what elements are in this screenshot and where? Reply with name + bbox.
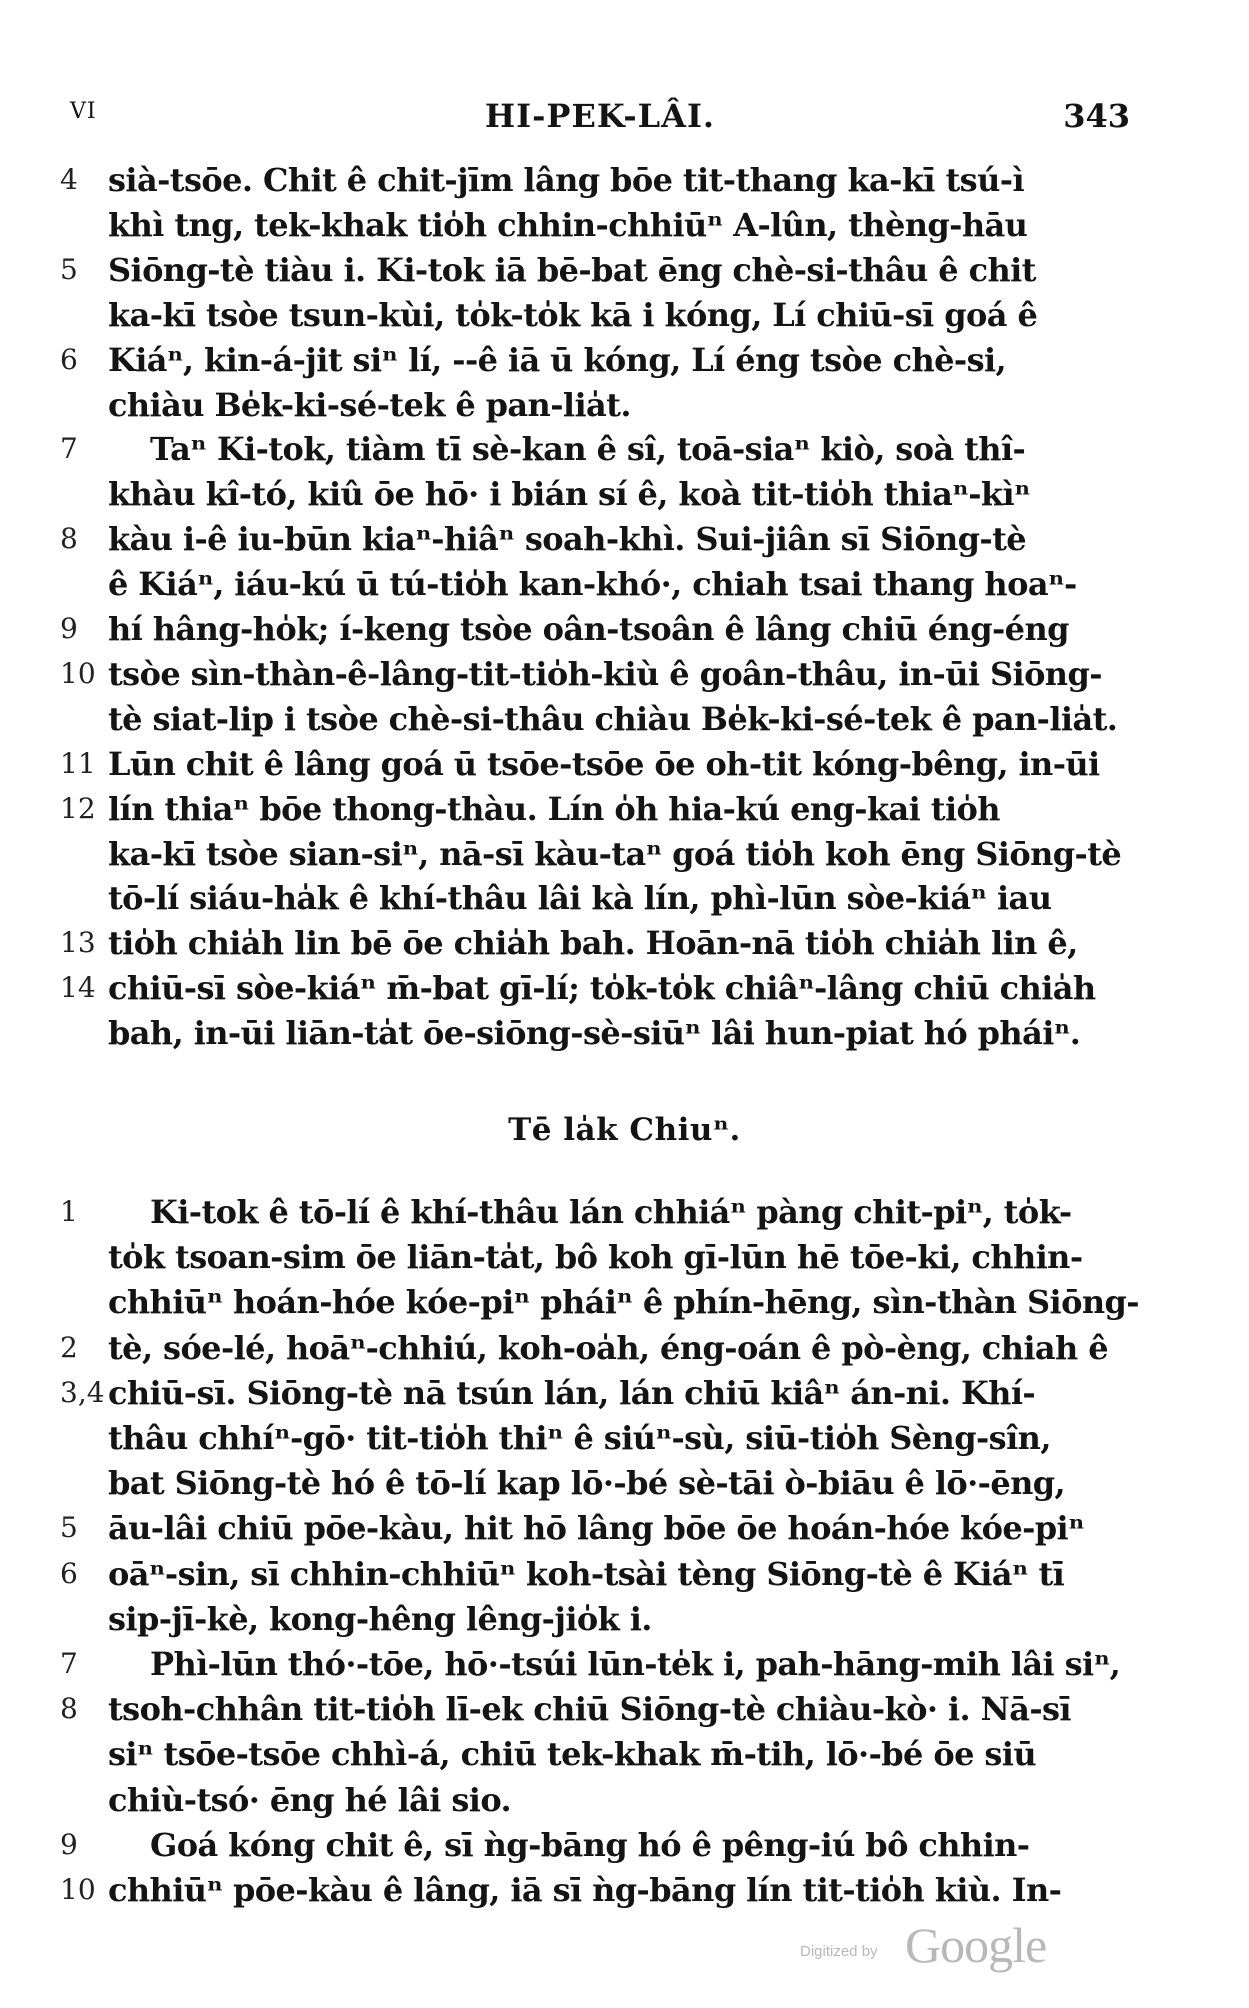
line-text: tsoh-chhân tit-tio̍h lī-ek chiū Siōng-tè chiàu-kò· i. Nā-sī <box>108 1690 1071 1729</box>
line-text: thâu chhíⁿ-gō· tit-tio̍h thiⁿ ê siúⁿ-sù, siū-tio̍h Sèng-sîn, <box>108 1419 1051 1457</box>
text-line <box>60 1416 1140 1460</box>
text-line <box>60 1235 1140 1279</box>
running-header <box>70 97 1130 137</box>
line-text: chhiūⁿ pōe-kàu ê lâng, iā sī ǹg-bāng lín tit-tio̍h kiù. In- <box>108 1871 1062 1909</box>
chapter-roman-numeral: VI <box>70 99 97 124</box>
text-line <box>60 1868 1140 1912</box>
verse-number: 5 <box>60 252 78 286</box>
google-logo: Google <box>905 1917 1047 1973</box>
line-text: to̍k tsoan-sim ōe liān-ta̍t, bô koh gī-lūn hē tōe-ki, chhin- <box>108 1238 1083 1277</box>
text-line <box>60 697 1140 741</box>
line-text: tè siat-lip i tsòe chè-si-thâu chiàu Be̍k-ki-sé-tek ê pan-lia̍t. <box>108 699 1118 738</box>
line-text: Ki-tok ê tō-lí ê khí-thâu lán chhiáⁿ pàng chit-piⁿ, to̍k- <box>150 1193 1072 1231</box>
text-line <box>60 876 1140 920</box>
line-text: ka-kī tsòe tsun-kùi, to̍k-to̍k kā i kóng, Lí chiū-sī goá ê <box>108 295 1038 334</box>
verse-number: 12 <box>60 791 96 825</box>
text-line <box>60 248 1140 292</box>
digitized-by-text: Digitized by <box>800 1943 878 1960</box>
line-text: Goá kóng chit ê, sī ǹg-bāng hó ê pêng-iú bô chhin- <box>150 1825 1030 1864</box>
verse-number: 9 <box>60 612 78 645</box>
text-line <box>60 1011 1140 1055</box>
text-line <box>60 921 1140 965</box>
text-line <box>60 562 1140 606</box>
line-text: bah, in-ūi liān-ta̍t ōe-siōng-sè-siūⁿ lâi hun-piat hó pháiⁿ. <box>108 1014 1081 1053</box>
line-text: chiū-sī. Siōng-tè nā tsún lán, lán chiū kiâⁿ án-ni. Khí- <box>108 1373 1036 1412</box>
line-text: Kiáⁿ, kin-á-jit siⁿ lí, --ê iā ū kóng, Lí éng tsòe chè-si, <box>108 340 1007 379</box>
text-line <box>60 203 1140 247</box>
line-text: oāⁿ-sin, sī chhin-chhiūⁿ koh-tsài tèng Siōng-tè ê Kiáⁿ tī <box>108 1554 1065 1593</box>
text-line <box>60 652 1140 696</box>
verse-number: 6 <box>60 342 78 376</box>
text-line <box>60 472 1140 516</box>
line-text: tō-lí siáu-ha̍k ê khí-thâu lâi kà lín, phì-lūn sòe-kiáⁿ iau <box>108 879 1052 918</box>
text-line <box>60 1190 1140 1234</box>
line-text: Siōng-tè tiàu i. Ki-tok iā bē-bat ēng chè-si-thâu ê chit <box>108 250 1036 289</box>
text-line <box>60 517 1140 561</box>
text-line <box>60 607 1140 651</box>
line-text: khì tng, tek-khak tio̍h chhin-chhiūⁿ A-lûn, thèng-hāu <box>108 205 1028 244</box>
line-text: Phì-lūn thó·-tōe, hō·-tsúi lūn-te̍k i, pah-hāng-mih lâi siⁿ, <box>150 1645 1121 1683</box>
text-line <box>60 1778 1140 1822</box>
chapter-heading: Tē la̍k Chiuⁿ. <box>508 1112 741 1148</box>
line-text: Lūn chit ê lâng goá ū tsōe-tsōe ōe oh-tit kóng-bêng, in-ūi <box>108 744 1100 783</box>
line-text: sià-tsōe. Chit ê chit-jīm lâng bōe tit-thang ka-kī tsú-ì <box>108 161 1024 199</box>
text-line <box>60 966 1140 1010</box>
verse-number: 9 <box>60 1827 78 1861</box>
line-text: sip-jī-kè, kong-hêng lêng-jio̍k i. <box>108 1599 652 1638</box>
text-line <box>60 158 1140 202</box>
line-text: kàu i-ê iu-būn kiaⁿ-hiâⁿ soah-khì. Sui-jiân sī Siōng-tè <box>108 520 1027 559</box>
text-line <box>60 1823 1140 1867</box>
text-line <box>60 742 1140 786</box>
line-text: siⁿ tsōe-tsōe chhì-á, chiū tek-khak m̄-tih, lō·-bé ōe siū <box>108 1735 1037 1774</box>
text-line <box>60 1326 1140 1370</box>
line-text: hí hâng-ho̍k; í-keng tsòe oân-tsoân ê lâng chiū éng-éng <box>108 610 1069 648</box>
line-text: lín thiaⁿ bōe thong-thàu. Lín o̍h hia-kú eng-kai tio̍h <box>108 789 1000 828</box>
line-text: ka-kī tsòe sian-siⁿ, nā-sī kàu-taⁿ goá tio̍h koh ēng Siōng-tè <box>108 834 1122 873</box>
text-line <box>60 1642 1140 1686</box>
verse-number: 8 <box>60 1692 78 1726</box>
page-number: 343 <box>1063 97 1130 135</box>
line-text: chiū-sī sòe-kiáⁿ m̄-bat gī-lí; to̍k-to̍k chiâⁿ-lâng chiū chia̍h <box>108 969 1096 1008</box>
text-line <box>60 293 1140 337</box>
verse-number: 3,4 <box>60 1375 105 1409</box>
text-line <box>60 1732 1140 1776</box>
text-line <box>60 787 1140 831</box>
text-line <box>60 383 1140 427</box>
verse-number: 7 <box>60 1647 78 1680</box>
line-text: ê Kiáⁿ, iáu-kú ū tú-tio̍h kan-khó·, chiah tsai thang hoaⁿ- <box>108 565 1077 604</box>
book-title: HI-PEK-LÂI. <box>484 97 716 135</box>
text-line <box>60 832 1140 876</box>
line-text: chhiūⁿ hoán-hóe kóe-piⁿ pháiⁿ ê phín-hēng, sìn-thàn Siōng- <box>108 1283 1139 1322</box>
text-line <box>60 1687 1140 1731</box>
text-line <box>60 1280 1140 1324</box>
digitized-credit <box>790 1910 1090 1973</box>
line-text: tè, sóe-lé, hoāⁿ-chhiú, koh-oa̍h, éng-oán ê pò-èng, chiah ê <box>108 1328 1109 1367</box>
line-text: tsòe sìn-thàn-ê-lâng-tit-tio̍h-kiù ê goân-thâu, in-ūi Siōng- <box>108 654 1102 693</box>
verse-number: 11 <box>60 746 96 780</box>
line-text: Taⁿ Ki-tok, tiàm tī sè-kan ê sî, toā-siaⁿ kiò, soà thî- <box>150 430 1026 469</box>
text-line <box>60 1506 1140 1550</box>
verse-number: 2 <box>60 1330 78 1364</box>
text-line <box>60 427 1140 471</box>
line-text: chiù-tsó· ēng hé lâi sio. <box>108 1780 512 1819</box>
verse-number: 4 <box>60 163 78 196</box>
line-text: āu-lâi chiū pōe-kàu, hit hō lâng bōe ōe hoán-hóe kóe-piⁿ <box>108 1509 1085 1548</box>
verse-number: 7 <box>60 432 78 466</box>
verse-number: 10 <box>60 1873 96 1906</box>
line-text: bat Siōng-tè hó ê tō-lí kap lō·-bé sè-tāi ò-biāu ê lō·-ēng, <box>108 1464 1066 1503</box>
text-line <box>60 1371 1140 1415</box>
text-line <box>60 338 1140 382</box>
text-line <box>60 1597 1140 1641</box>
text-line <box>60 1461 1140 1505</box>
verse-number: 6 <box>60 1556 78 1590</box>
line-text: chiàu Be̍k-ki-sé-tek ê pan-lia̍t. <box>108 385 631 424</box>
verse-number: 13 <box>60 926 96 960</box>
verse-number: 10 <box>60 656 96 690</box>
verse-number: 1 <box>60 1195 78 1228</box>
line-text: khàu kî-tó, kiû ōe hō· i bián sí ê, koà tit-tio̍h thiaⁿ-kìⁿ <box>108 475 1031 514</box>
verse-number: 5 <box>60 1511 78 1545</box>
verse-number: 8 <box>60 522 78 556</box>
line-text: tio̍h chia̍h lin bē ōe chia̍h bah. Hoān-nā tio̍h chia̍h lin ê, <box>108 924 1078 963</box>
verse-number: 14 <box>60 971 96 1005</box>
text-line <box>60 1552 1140 1596</box>
